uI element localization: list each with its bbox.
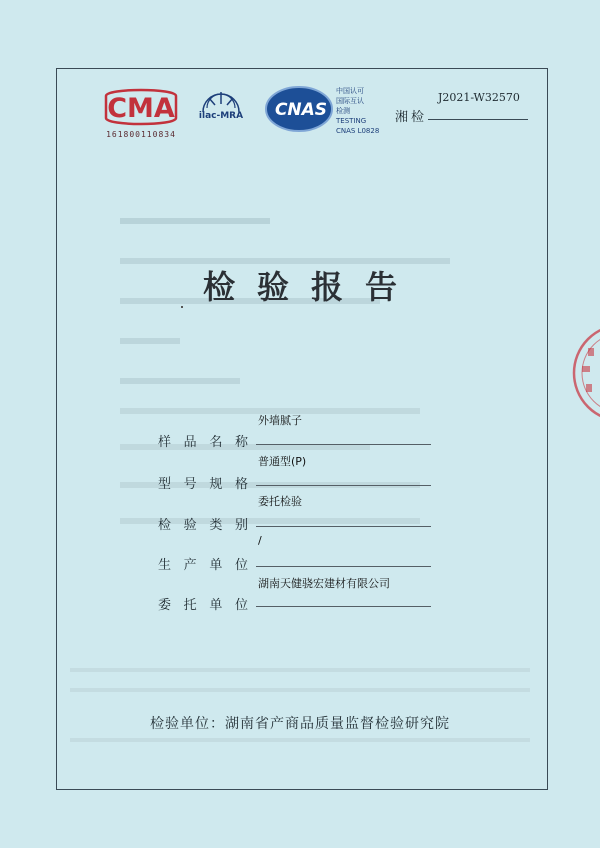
sample-name-label: 样 品 名 称 — [158, 435, 248, 450]
client-value: 湖南天健骁宏建材有限公司 — [258, 577, 390, 590]
bleed-through-mark — [70, 668, 530, 672]
report-number-prefix: 湘检 — [395, 110, 428, 125]
model-spec-label: 型 号 规 格 — [158, 477, 248, 492]
cnas-info-line: TESTING — [336, 117, 367, 125]
cnas-logo — [264, 84, 334, 134]
cma-logo-text: CMA — [107, 93, 175, 124]
report-number-underline — [428, 119, 528, 120]
bleed-through-mark — [70, 688, 530, 692]
model-spec-value: 普通型(P) — [258, 455, 307, 468]
client-underline — [256, 606, 431, 607]
cnas-info-line: CNAS L0828 — [336, 127, 380, 135]
cnas-accreditation-info — [336, 86, 379, 136]
page-border — [56, 68, 548, 790]
stray-dot — [181, 306, 183, 308]
cma-logo — [96, 84, 186, 144]
official-seal-stamp — [562, 318, 600, 428]
inspection-organization: 检验单位：湖南省产商品质量监督检验研究院 — [150, 716, 450, 732]
bleed-through-mark — [70, 738, 530, 742]
manufacturer-underline — [256, 566, 431, 567]
cnas-logo-text: CNAS — [274, 100, 328, 120]
manufacturer-label: 生 产 单 位 — [158, 558, 248, 573]
report-title: 检验报告 — [202, 268, 419, 306]
cnas-info-line: 中国认可 — [336, 87, 364, 95]
cnas-info-line: 检测 — [336, 107, 350, 115]
client-label: 委 托 单 位 — [158, 598, 248, 613]
inspection-type-value: 委托检验 — [258, 495, 302, 508]
manufacturer-value: / — [258, 534, 262, 547]
sample-name-value: 外墙腻子 — [258, 414, 302, 427]
report-number: J2021-W32570 — [438, 91, 520, 104]
inspection-type-underline — [256, 526, 431, 527]
cma-number: 161800110834 — [106, 130, 176, 139]
ilac-mra-label: ilac-MRA — [198, 111, 244, 121]
ilac-mra-logo — [195, 86, 247, 132]
sample-name-underline — [256, 444, 431, 445]
bleed-through-mark — [120, 378, 240, 384]
inspection-type-label: 检 验 类 别 — [158, 518, 248, 533]
bleed-through-mark — [120, 218, 270, 224]
model-spec-underline — [256, 485, 431, 486]
bleed-through-mark — [120, 338, 180, 344]
cnas-info-line: 国际互认 — [336, 97, 364, 105]
